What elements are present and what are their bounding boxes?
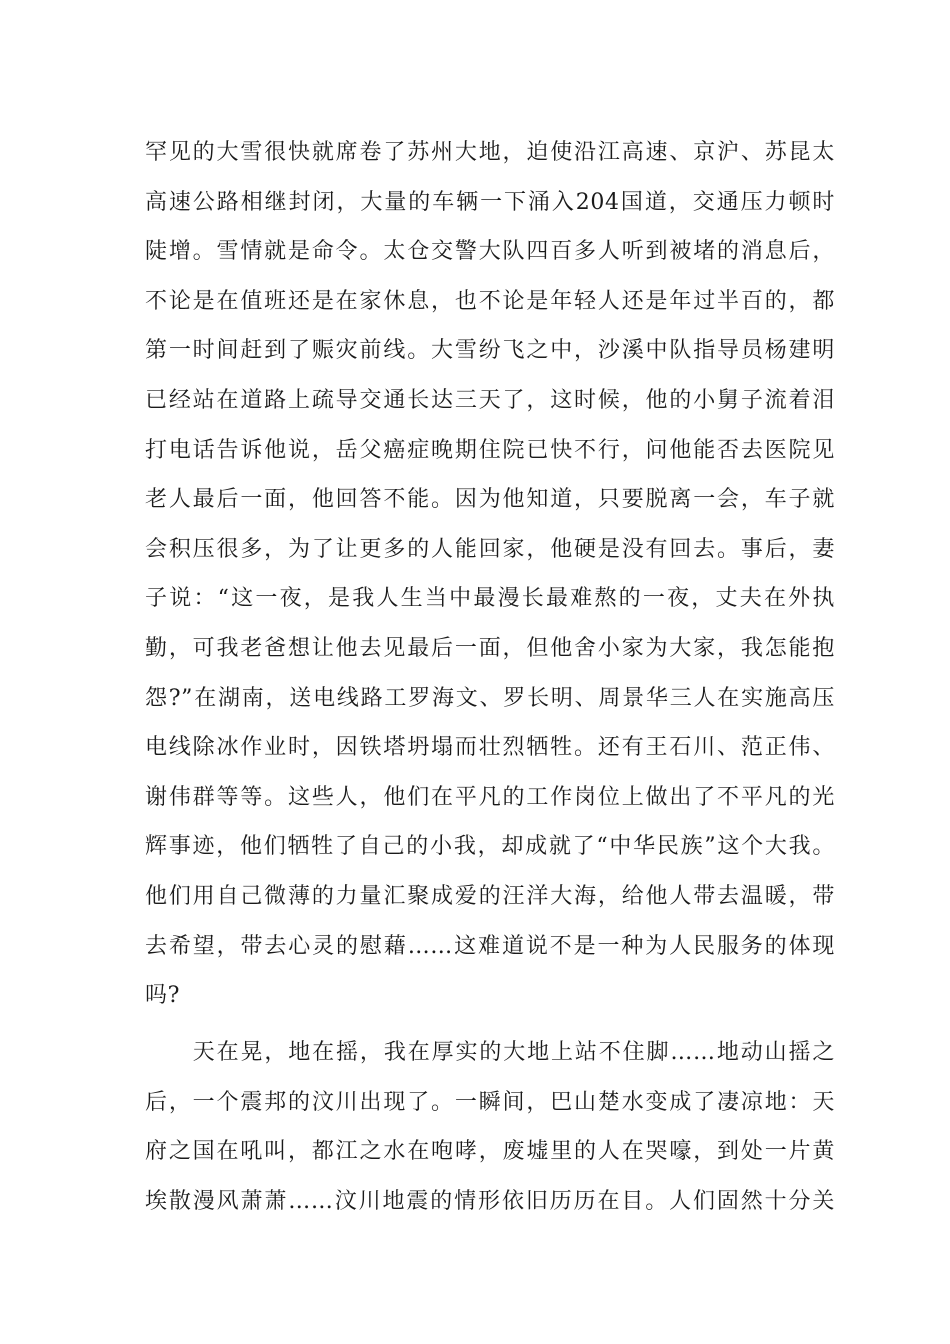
paragraph-line: 罕见的大雪很快就席卷了苏州大地，迫使沿江高速、京沪、苏昆太 <box>145 140 835 165</box>
paragraph-line: 府之国在吼叫，都江之水在咆哮，废墟里的人在哭嚎，到处一片黄 <box>145 1139 835 1165</box>
paragraph-line: 谢伟群等等。这些人，他们在平凡的工作岗位上做出了不平凡的光 <box>145 784 835 810</box>
paragraph-line: 他们用自己微薄的力量汇聚成爱的汪洋大海，给他人带去温暖，带 <box>145 883 835 909</box>
paragraph-line: 子说：“这一夜，是我人生当中最漫长最难熬的一夜，丈夫在外执 <box>145 586 835 612</box>
paragraph-line: 电线除冰作业时，因铁塔坍塌而壮烈牺牲。还有王石川、范正伟、 <box>145 735 835 761</box>
paragraph-line: 打电话告诉他说，岳父癌症晚期住院已快不行，问他能否去医院见 <box>145 437 835 463</box>
paragraph-1 <box>145 128 835 1021</box>
paragraph-line: 已经站在道路上疏导交通长达三天了，这时候，他的小舅子流着泪 <box>145 387 835 413</box>
paragraph-line: 埃散漫风萧萧……汶川地震的情形依旧历历在目。人们固然十分关 <box>145 1188 835 1214</box>
paragraph-line: 辉事迹，他们牺牲了自己的小我，却成就了“中华民族”这个大我。 <box>145 834 835 860</box>
paragraph-line: 不论是在值班还是在家休息，也不论是年轻人还是年过半百的，都 <box>145 288 835 314</box>
paragraph-line: 第一时间赶到了赈灾前线。大雪纷飞之中，沙溪中队指导员杨建明 <box>145 338 835 364</box>
paragraph-line: 陡增。雪情就是命令。太仓交警大队四百多人听到被堵的消息后， <box>145 239 835 265</box>
paragraph-line: 后，一个震邦的汶川出现了。一瞬间，巴山楚水变成了凄凉地：天 <box>145 1089 835 1115</box>
paragraph-2 <box>145 1028 835 1226</box>
paragraph-line: 天在晃，地在摇，我在厚实的大地上站不住脚……地动山摇之 <box>145 1040 835 1065</box>
paragraph-line: 吗? <box>145 983 180 1009</box>
paragraph-line: 高速公路相继封闭，大量的车辆一下涌入204国道，交通压力顿时 <box>145 189 835 215</box>
paragraph-line: 怨?”在湖南，送电线路工罗海文、罗长明、周景华三人在实施高压 <box>145 685 835 711</box>
paragraph-line: 老人最后一面，他回答不能。因为他知道，只要脱离一会，车子就 <box>145 487 835 513</box>
paragraph-line: 去希望，带去心灵的慰藉……这难道说不是一种为人民服务的体现 <box>145 933 835 959</box>
paragraph-line: 勤，可我老爸想让他去见最后一面，但他舍小家为大家，我怎能抱 <box>145 635 835 661</box>
paragraph-line: 会积压很多，为了让更多的人能回家，他硬是没有回去。事后，妻 <box>145 536 835 562</box>
